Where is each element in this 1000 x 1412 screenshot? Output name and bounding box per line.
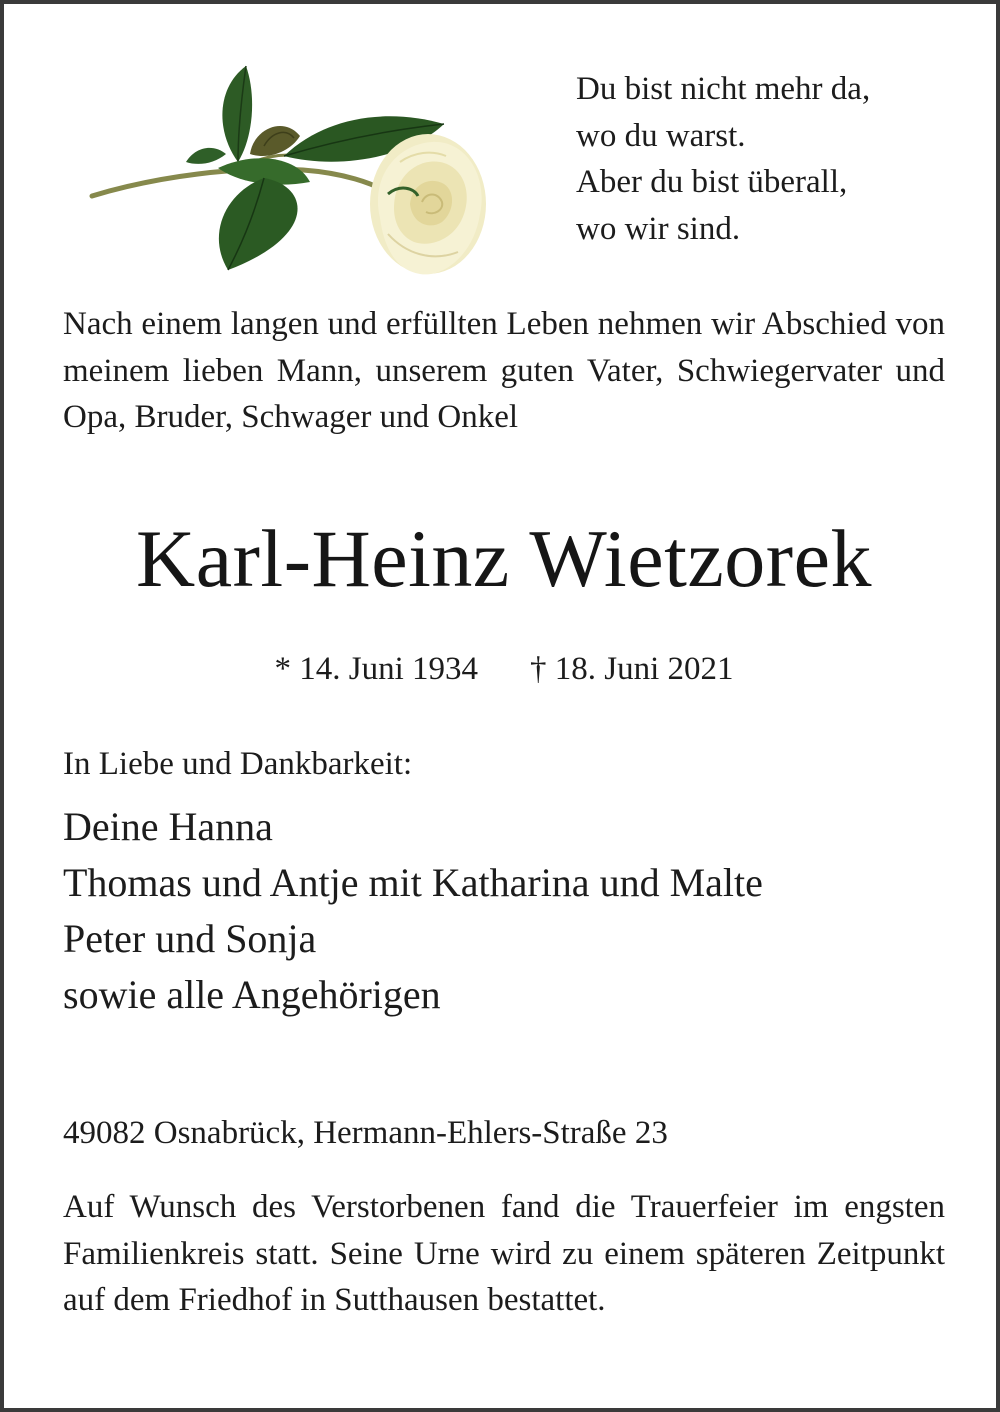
- poem-line: wo wir sind.: [576, 210, 741, 247]
- white-rose-icon: [88, 58, 488, 280]
- poem-line: Du bist nicht mehr da,: [576, 71, 871, 107]
- thanks-line: In Liebe und Dankbarkeit:: [63, 746, 413, 782]
- family-member: Thomas und Antje mit Katharina und Malte: [63, 860, 763, 905]
- poem-line: Aber du bist überall,: [576, 164, 848, 200]
- family-member: Peter und Sonja: [63, 916, 317, 961]
- death-date: † 18. Juni 2021: [530, 651, 734, 687]
- memorial-poem: [576, 66, 976, 252]
- family-list: [63, 799, 763, 1023]
- family-member: Deine Hanna: [63, 804, 273, 849]
- closing-note: Auf Wunsch des Verstorbenen fand die Trauerfeier im engsten Familienkreis statt. Seine Urne wird zu einem späteren Zeitpunkt auf dem Friedhof in Sutthausen bestattet.: [63, 1189, 945, 1318]
- deceased-name: Karl-Heinz Wietzorek: [136, 513, 872, 604]
- family-member: sowie alle Angehörigen: [63, 972, 441, 1017]
- birth-date: * 14. Juni 1934: [274, 651, 478, 687]
- address-line: 49082 Osnabrück, Hermann-Ehlers-Straße 23: [63, 1115, 668, 1151]
- poem-line: wo du warst.: [576, 117, 746, 154]
- intro-paragraph: Nach einem langen und erfüllten Leben nehmen wir Abschied von meinem lieben Mann, unserem guten Vater, Schwiegervater und Opa, Bruder, Schwager und Onkel: [63, 306, 945, 435]
- life-dates: [4, 646, 1000, 692]
